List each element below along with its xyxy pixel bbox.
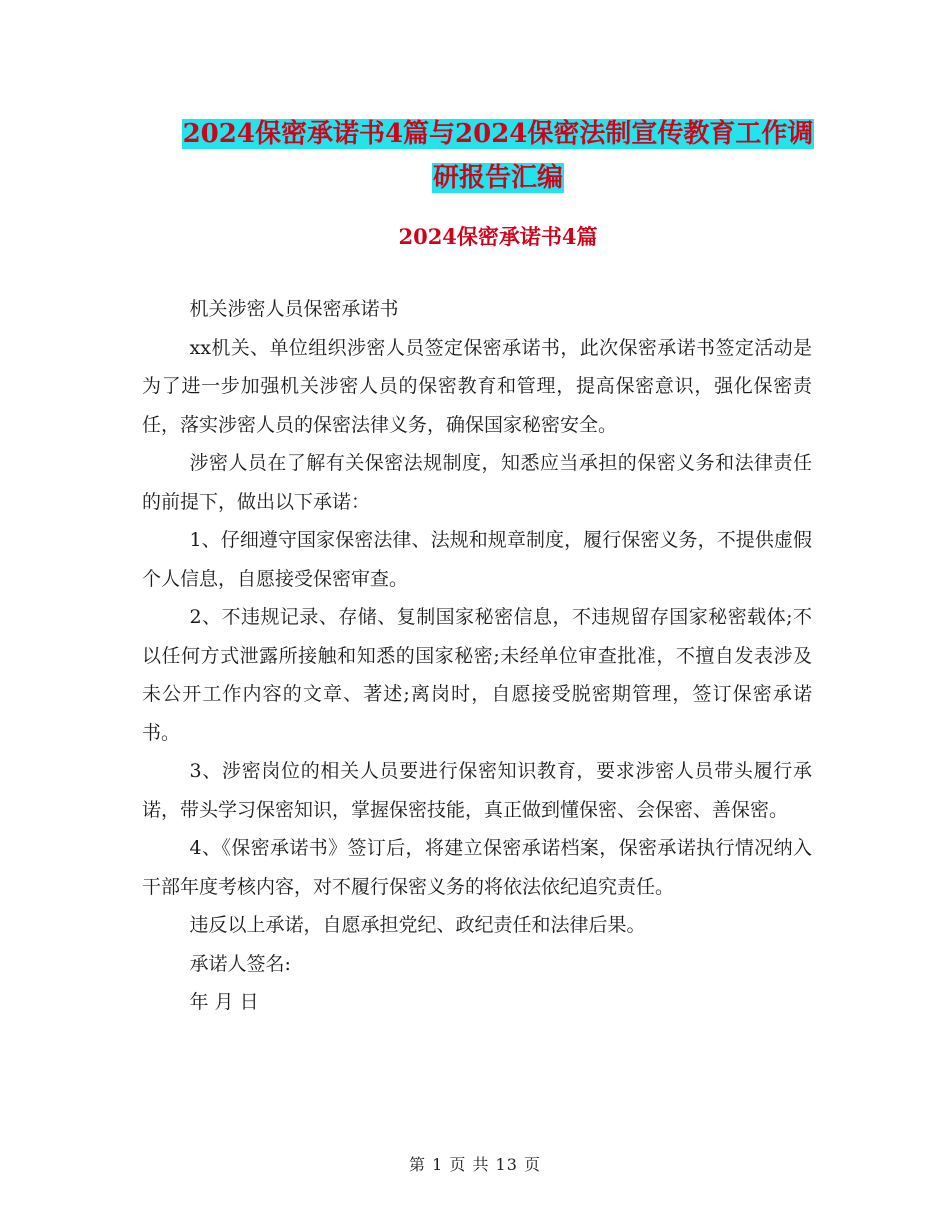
signature-line: 承诺人签名: bbox=[189, 952, 291, 975]
paragraph-heading: 机关涉密人员保密承诺书 bbox=[189, 298, 399, 320]
page-footer: 第 1 页 共 13 页 bbox=[409, 1155, 541, 1174]
document-title bbox=[140, 112, 856, 200]
document-body bbox=[142, 290, 812, 1022]
paragraph-consequence: 违反以上承诺，自愿承担党纪、政纪责任和法律后果。 bbox=[189, 914, 646, 936]
paragraph-item-4: 4、《保密承诺书》签订后，将建立保密承诺档案，保密承诺执行情况纳入干部年度考核内容，对不履行保密义务的将依法依纪追究责任。 bbox=[142, 837, 812, 898]
paragraph-intro: xx机关、单位组织涉密人员签定保密承诺书，此次保密承诺书签定活动是为了进一步加强机关涉密人员的保密教育和管理，提高保密意识，强化保密责任，落实涉密人员的保密法律义务，确保国家秘密安全。 bbox=[142, 336, 812, 436]
paragraph-premise: 涉密人员在了解有关保密法规制度，知悉应当承担的保密义务和法律责任的前提下，做出以下承诺： bbox=[142, 452, 812, 513]
paragraph-item-2: 2、不违规记录、存储、复制国家秘密信息，不违规留存国家秘密载体;不以任何方式泄露所接触和知悉的国家秘密;未经单位审查批准，不擅自发表涉及未公开工作内容的文章、著述;离岗时，自愿接受脱密期管理，签订保密承诺书。 bbox=[142, 606, 812, 744]
date-line: 年 月 日 bbox=[189, 991, 259, 1013]
paragraph-item-1: 1、仔细遵守国家保密法律、法规和规章制度，履行保密义务，不提供虚假个人信息，自愿接受保密审查。 bbox=[142, 529, 812, 590]
document-title-line-2: 研报告汇编 bbox=[432, 163, 563, 193]
paragraph-item-3: 3、涉密岗位的相关人员要进行保密知识教育，要求涉密人员带头履行承诺，带头学习保密知识，掌握保密技能，真正做到懂保密、会保密、善保密。 bbox=[142, 760, 812, 821]
section-title: 2024保密承诺书4篇 bbox=[398, 224, 598, 249]
document-title-line-1: 2024保密承诺书4篇与2024保密法制宣传教育工作调 bbox=[182, 119, 814, 149]
